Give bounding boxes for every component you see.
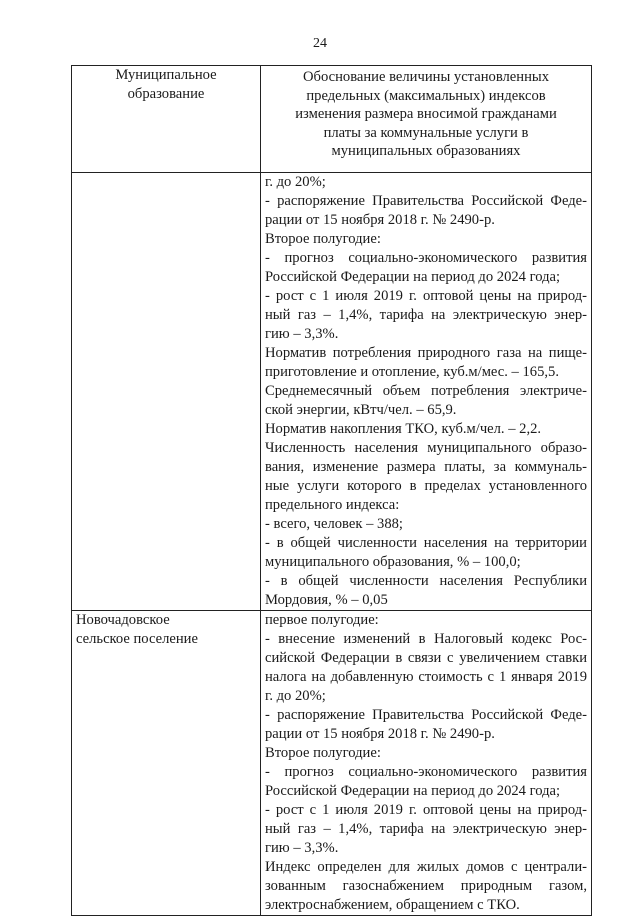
municipality-cell xyxy=(72,173,261,611)
justification-text-line: Второе полугодие: xyxy=(265,745,381,761)
justification-text-line: предельного индекса: xyxy=(265,497,400,513)
justification-text-line: ный газ – 1,4%, тарифа на электрическую энер- xyxy=(265,307,587,323)
justification-cell xyxy=(261,611,592,916)
justification-text-line: рации от 15 ноября 2018 г. № 2490-р. xyxy=(265,726,495,742)
justification-text-line: ный газ – 1,4%, тарифа на электрическую энер- xyxy=(265,821,587,837)
header-justification-line: изменения размера вносимой гражданами xyxy=(295,106,557,122)
justification-text-line: вания, изменение размера платы, за коммуналь- xyxy=(265,459,587,475)
justification-text-line: - всего, человек – 388; xyxy=(265,516,403,532)
municipality-name-line: сельское поселение xyxy=(76,631,198,647)
justification-text-line: приготовление и отопление, куб.м/мес. – 165,5. xyxy=(265,364,559,380)
justification-text-line: рации от 15 ноября 2018 г. № 2490-р. xyxy=(265,212,495,228)
justification-text-line: - в общей численности населения Республики xyxy=(265,573,587,589)
justification-text-line: - рост с 1 июля 2019 г. оптовой цены на природ- xyxy=(265,802,587,818)
justification-text-line: Норматив накопления ТКО, куб.м/чел. – 2,2. xyxy=(265,421,542,437)
justification-text-line: Среднемесячный объем потребления электриче- xyxy=(265,383,587,399)
justification-text-line: Российской Федерации на период до 2024 года; xyxy=(265,783,561,799)
justification-text-line: муниципального образования, % – 100,0; xyxy=(265,554,521,570)
justification-text-line: Численность населения муниципального образо- xyxy=(265,440,587,456)
justification-text-line: ской энергии, кВтч/чел. – 65,9. xyxy=(265,402,457,418)
header-municipality-line: образование xyxy=(127,86,205,102)
justification-text-line: г. до 20%; xyxy=(265,174,326,190)
justification-text-line: гию – 3,3%. xyxy=(265,326,339,342)
header-justification-line: Обоснование величины установленных xyxy=(302,69,549,85)
header-municipality xyxy=(72,66,261,173)
justification-text-line: сийской Федерации в связи с увеличением ставки xyxy=(265,650,587,666)
justification-text-line: Российской Федерации на период до 2024 года; xyxy=(265,269,561,285)
justification-text-line: первое полугодие: xyxy=(265,612,379,628)
justification-text-line: - внесение изменений в Налоговый кодекс Рос- xyxy=(265,631,587,647)
justification-text-line: - в общей численности населения на территории xyxy=(265,535,587,551)
justification-text-line: Второе полугодие: xyxy=(265,231,381,247)
header-justification-line: муниципальных образованиях xyxy=(331,143,521,159)
justification-cell xyxy=(261,173,592,611)
header-justification-line: предельных (максимальных) индексов xyxy=(306,87,546,104)
justification-text-line: г. до 20%; xyxy=(265,688,326,704)
justification-text-line: зованным газоснабжением природным газом, xyxy=(265,878,587,894)
tariff-index-table xyxy=(71,65,592,916)
justification-text-line: - рост с 1 июля 2019 г. оптовой цены на природ- xyxy=(265,288,587,304)
header-justification xyxy=(261,66,592,173)
table-header-row xyxy=(72,66,592,173)
municipality-cell xyxy=(72,611,261,916)
table-row xyxy=(72,173,592,611)
justification-text-line: - распоряжение Правительства Российской Феде- xyxy=(265,707,587,723)
municipality-name-line: Новочадовское xyxy=(76,612,170,628)
header-justification-line: платы за коммунальные услуги в xyxy=(323,124,529,141)
justification-text-line: налога на добавленную стоимость с 1 января 2019 xyxy=(265,669,587,685)
justification-text-line: Индекс определен для жилых домов с централи- xyxy=(265,859,587,875)
page-number: 24 xyxy=(313,36,327,51)
justification-text-line: - прогноз социально-экономического развития xyxy=(265,250,587,266)
justification-text-line: - прогноз социально-экономического развития xyxy=(265,764,587,780)
justification-text-line: ные услуги которого в пределах установленного xyxy=(265,478,587,494)
justification-text-line: Мордовия, % – 0,05 xyxy=(265,592,388,608)
table-row xyxy=(72,611,592,916)
justification-text-line: гию – 3,3%. xyxy=(265,840,339,856)
justification-text-line: - распоряжение Правительства Российской Феде- xyxy=(265,193,587,209)
header-municipality-line: Муниципальное xyxy=(115,67,217,83)
justification-text-line: Норматив потребления природного газа на пище- xyxy=(265,345,587,361)
justification-text-line: электроснабжением, обращением с ТКО. xyxy=(265,897,520,913)
